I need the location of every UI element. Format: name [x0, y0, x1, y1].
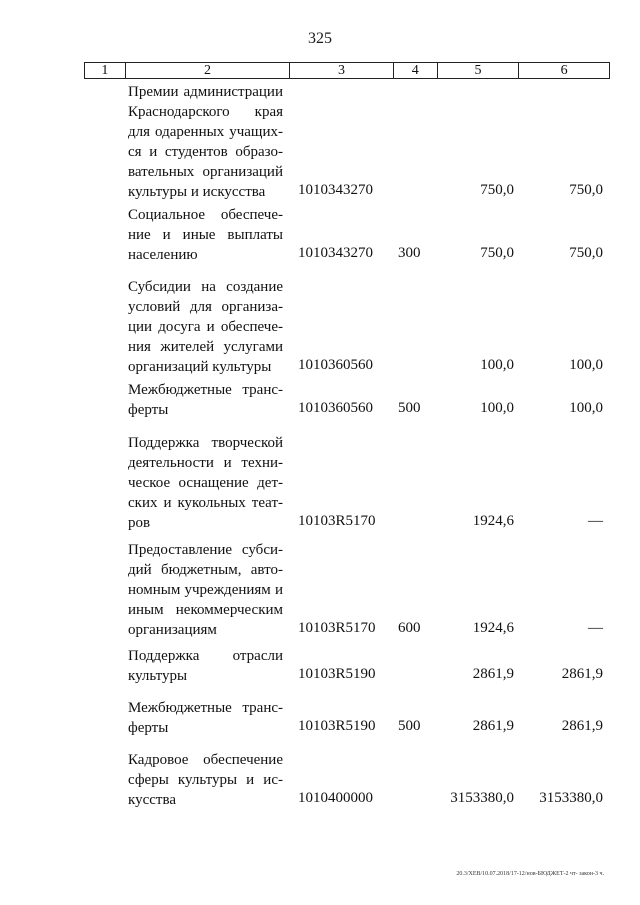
description-line: организаций культуры	[128, 359, 272, 375]
description-line: ние и иные выплаты	[128, 227, 283, 243]
header-col-4: 4	[394, 63, 438, 78]
description-line: ния жителей услугами	[128, 339, 283, 355]
row-description	[128, 698, 283, 738]
description-line: дий бюджетным, авто-	[128, 562, 283, 578]
row-value-6: 750,0	[569, 182, 603, 198]
row-value-5: 1924,6	[472, 513, 514, 529]
description-line: ся и студентов образо-	[128, 144, 283, 160]
description-line: сферы культуры и ис-	[128, 772, 283, 788]
row-code: 10103R5190	[298, 718, 376, 734]
row-description	[128, 646, 283, 686]
description-line: иным некоммерческим	[128, 602, 283, 618]
description-line: ских и кукольных теат-	[128, 495, 283, 511]
description-line: культуры и искусства	[128, 184, 266, 200]
row-code: 1010360560	[298, 400, 373, 416]
table-header	[84, 62, 610, 79]
description-line: Поддержка отрасли	[128, 648, 283, 664]
description-line: ров	[128, 515, 151, 531]
row-value-6: 750,0	[569, 245, 603, 261]
description-line: номным учреждениям и	[128, 582, 283, 598]
row-value-6: 2861,9	[561, 718, 603, 734]
description-line: Межбюджетные транс-	[128, 382, 283, 398]
description-line: вательных организаций	[128, 164, 283, 180]
description-line: ферты	[128, 402, 169, 418]
row-value-5: 100,0	[480, 357, 514, 373]
row-description	[128, 750, 283, 810]
description-line: Премии администрации	[128, 84, 283, 100]
row-value-6: 100,0	[569, 357, 603, 373]
description-line: деятельности и техни-	[128, 455, 283, 471]
row-description	[128, 540, 283, 640]
header-col-1: 1	[85, 63, 126, 78]
page-number: 325	[308, 30, 332, 47]
header-col-6: 6	[560, 63, 568, 78]
description-line: кусства	[128, 792, 176, 808]
row-code: 1010360560	[298, 357, 373, 373]
row-code: 10103R5170	[298, 620, 376, 636]
row-value-6: 3153380,0	[539, 790, 603, 806]
row-value-5: 750,0	[480, 245, 514, 261]
description-line: ции досуга и обеспече-	[128, 319, 283, 335]
description-line: ческое оснащение дет-	[128, 475, 283, 491]
row-code: 1010343270	[298, 182, 373, 198]
description-line: Социальное обеспече-	[128, 207, 283, 223]
row-code: 10103R5190	[298, 666, 376, 682]
row-value-5: 2861,9	[472, 666, 514, 682]
header-col-3: 3	[290, 63, 394, 78]
row-description	[128, 82, 283, 202]
row-value-5: 1924,6	[472, 620, 514, 636]
row-description	[128, 205, 283, 265]
row-description	[128, 433, 283, 533]
row-value-6: —	[588, 513, 603, 529]
description-line: условий для организа-	[128, 299, 283, 315]
row-code: 1010343270	[298, 245, 373, 261]
description-line: организациям	[128, 622, 217, 638]
row-value-6: —	[588, 620, 603, 636]
row-type: 300	[398, 245, 421, 261]
description-line: Краснодарского края	[128, 104, 283, 120]
row-code: 1010400000	[298, 790, 373, 806]
row-value-5: 100,0	[480, 400, 514, 416]
description-line: для одаренных учащих-	[128, 124, 283, 140]
row-type: 600	[398, 620, 421, 636]
description-line: населению	[128, 247, 198, 263]
description-line: Кадровое обеспечение	[128, 752, 283, 768]
description-line: Поддержка творческой	[128, 435, 283, 451]
row-value-6: 2861,9	[561, 666, 603, 682]
row-value-5: 3153380,0	[450, 790, 514, 806]
row-type: 500	[398, 718, 421, 734]
header-col-2: 2	[126, 63, 290, 78]
row-value-5: 2861,9	[472, 718, 514, 734]
row-value-6: 100,0	[569, 400, 603, 416]
description-line: Межбюджетные транс-	[128, 700, 283, 716]
description-line: Субсидии на создание	[128, 279, 283, 295]
row-description	[128, 277, 283, 377]
row-code: 10103R5170	[298, 513, 376, 529]
row-description	[128, 380, 283, 420]
description-line: Предоставление субси-	[128, 542, 283, 558]
row-type: 500	[398, 400, 421, 416]
header-col-5: 5	[438, 63, 520, 78]
description-line: культуры	[128, 668, 188, 684]
description-line: ферты	[128, 720, 169, 736]
row-value-5: 750,0	[480, 182, 514, 198]
footer-note: 20.3/XEB/10.07.2018/17-12/нов-БЮДЖЕТ-2 чт- закон-3 ч.	[456, 871, 604, 877]
